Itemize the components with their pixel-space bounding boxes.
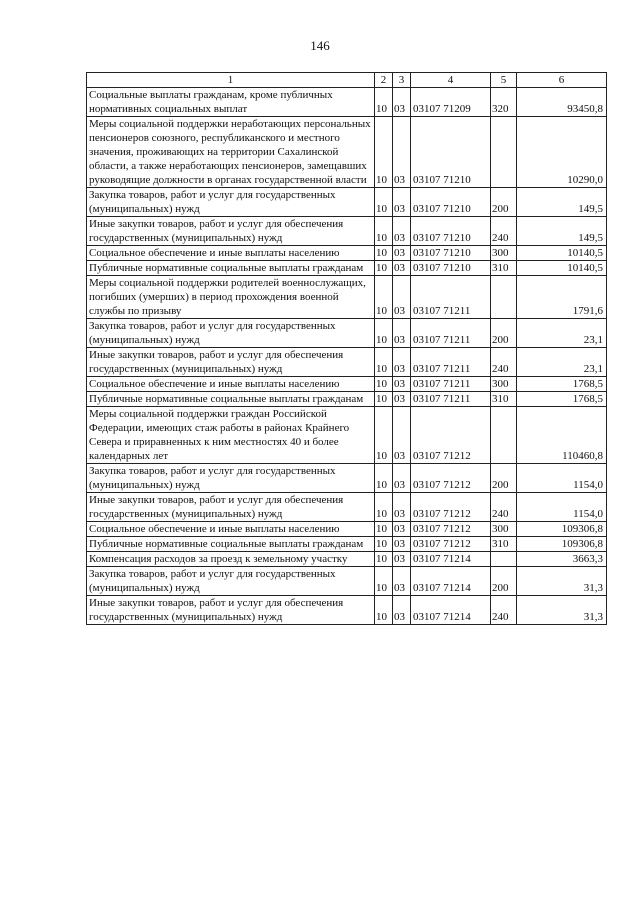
target-article-cell: 03107 71212: [411, 537, 491, 552]
item-name-cell: Иные закупки товаров, работ и услуг для обеспечения государственных (муниципальных) нужд: [87, 493, 375, 522]
subsection-code-cell: 03: [393, 493, 411, 522]
page-number: 146: [310, 38, 330, 53]
expense-type-cell: [491, 276, 517, 319]
subsection-code-cell: 03: [393, 188, 411, 217]
section-code-cell: 10: [375, 348, 393, 377]
amount-cell: 1154,0: [517, 464, 607, 493]
table-row: [87, 377, 607, 392]
header-cell: 1: [87, 73, 375, 88]
item-name-cell: Социальное обеспечение и иные выплаты населению: [87, 246, 375, 261]
amount-cell: 31,3: [517, 596, 607, 625]
table-row: [87, 246, 607, 261]
amount-cell: 149,5: [517, 217, 607, 246]
item-name-cell: Закупка товаров, работ и услуг для государственных (муниципальных) нужд: [87, 567, 375, 596]
subsection-code-cell: 03: [393, 567, 411, 596]
target-article-cell: 03107 71211: [411, 276, 491, 319]
header-cell: 6: [517, 73, 607, 88]
header-cell: 3: [393, 73, 411, 88]
expense-type-cell: [491, 117, 517, 188]
subsection-code-cell: 03: [393, 246, 411, 261]
subsection-code-cell: 03: [393, 117, 411, 188]
amount-cell: 31,3: [517, 567, 607, 596]
item-name-cell: Закупка товаров, работ и услуг для государственных (муниципальных) нужд: [87, 319, 375, 348]
expense-type-cell: 240: [491, 348, 517, 377]
expense-type-cell: 320: [491, 88, 517, 117]
expense-type-cell: 200: [491, 567, 517, 596]
amount-cell: 1791,6: [517, 276, 607, 319]
item-name-cell: Меры социальной поддержки родителей военнослужащих, погибших (умерших) в период прохождения военной службы по призыву: [87, 276, 375, 319]
table-row: [87, 567, 607, 596]
expense-type-cell: 200: [491, 319, 517, 348]
section-code-cell: 10: [375, 246, 393, 261]
expense-type-cell: 240: [491, 217, 517, 246]
table-row: [87, 537, 607, 552]
amount-cell: 93450,8: [517, 88, 607, 117]
amount-cell: 109306,8: [517, 537, 607, 552]
section-code-cell: 10: [375, 117, 393, 188]
amount-cell: 10290,0: [517, 117, 607, 188]
table-header-row: [87, 73, 607, 88]
section-code-cell: 10: [375, 88, 393, 117]
table-row: [87, 88, 607, 117]
expense-type-cell: 200: [491, 464, 517, 493]
amount-cell: 110460,8: [517, 407, 607, 464]
table-row: [87, 464, 607, 493]
target-article-cell: 03107 71212: [411, 464, 491, 493]
expense-type-cell: 300: [491, 377, 517, 392]
amount-cell: 109306,8: [517, 522, 607, 537]
amount-cell: 23,1: [517, 319, 607, 348]
target-article-cell: 03107 71210: [411, 261, 491, 276]
target-article-cell: 03107 71214: [411, 596, 491, 625]
item-name-cell: Публичные нормативные социальные выплаты гражданам: [87, 392, 375, 407]
table-row: [87, 261, 607, 276]
expense-type-cell: 240: [491, 596, 517, 625]
budget-table: [86, 72, 607, 625]
subsection-code-cell: 03: [393, 464, 411, 493]
target-article-cell: 03107 71210: [411, 246, 491, 261]
amount-cell: 23,1: [517, 348, 607, 377]
section-code-cell: 10: [375, 552, 393, 567]
subsection-code-cell: 03: [393, 261, 411, 276]
target-article-cell: 03107 71214: [411, 567, 491, 596]
table-row: [87, 348, 607, 377]
header-cell: 4: [411, 73, 491, 88]
section-code-cell: 10: [375, 464, 393, 493]
subsection-code-cell: 03: [393, 537, 411, 552]
target-article-cell: 03107 71209: [411, 88, 491, 117]
target-article-cell: 03107 71211: [411, 377, 491, 392]
amount-cell: 10140,5: [517, 261, 607, 276]
target-article-cell: 03107 71211: [411, 319, 491, 348]
section-code-cell: 10: [375, 319, 393, 348]
target-article-cell: 03107 71212: [411, 493, 491, 522]
section-code-cell: 10: [375, 188, 393, 217]
target-article-cell: 03107 71214: [411, 552, 491, 567]
section-code-cell: 10: [375, 567, 393, 596]
subsection-code-cell: 03: [393, 407, 411, 464]
amount-cell: 149,5: [517, 188, 607, 217]
item-name-cell: Иные закупки товаров, работ и услуг для обеспечения государственных (муниципальных) нужд: [87, 596, 375, 625]
section-code-cell: 10: [375, 261, 393, 276]
target-article-cell: 03107 71210: [411, 117, 491, 188]
table-row: [87, 522, 607, 537]
table-row: [87, 217, 607, 246]
table-row: [87, 188, 607, 217]
budget-table-container: [86, 72, 606, 625]
target-article-cell: 03107 71210: [411, 217, 491, 246]
item-name-cell: Публичные нормативные социальные выплаты гражданам: [87, 537, 375, 552]
expense-type-cell: 300: [491, 246, 517, 261]
target-article-cell: 03107 71210: [411, 188, 491, 217]
expense-type-cell: [491, 552, 517, 567]
item-name-cell: Иные закупки товаров, работ и услуг для обеспечения государственных (муниципальных) нужд: [87, 217, 375, 246]
item-name-cell: Социальные выплаты гражданам, кроме публичных нормативных социальных выплат: [87, 88, 375, 117]
amount-cell: 1768,5: [517, 392, 607, 407]
table-row: [87, 596, 607, 625]
table-row: [87, 493, 607, 522]
section-code-cell: 10: [375, 377, 393, 392]
subsection-code-cell: 03: [393, 88, 411, 117]
expense-type-cell: 310: [491, 392, 517, 407]
section-code-cell: 10: [375, 392, 393, 407]
expense-type-cell: [491, 407, 517, 464]
section-code-cell: 10: [375, 596, 393, 625]
amount-cell: 10140,5: [517, 246, 607, 261]
expense-type-cell: 300: [491, 522, 517, 537]
item-name-cell: Меры социальной поддержки граждан Российской Федерации, имеющих стаж работы в районах Крайнего Севера и приравненных к ним местностях 40 и более календарных лет: [87, 407, 375, 464]
amount-cell: 1154,0: [517, 493, 607, 522]
expense-type-cell: 310: [491, 261, 517, 276]
item-name-cell: Иные закупки товаров, работ и услуг для обеспечения государственных (муниципальных) нужд: [87, 348, 375, 377]
table-row: [87, 552, 607, 567]
section-code-cell: 10: [375, 217, 393, 246]
subsection-code-cell: 03: [393, 392, 411, 407]
table-row: [87, 392, 607, 407]
section-code-cell: 10: [375, 493, 393, 522]
item-name-cell: Социальное обеспечение и иные выплаты населению: [87, 377, 375, 392]
table-row: [87, 407, 607, 464]
subsection-code-cell: 03: [393, 348, 411, 377]
expense-type-cell: 310: [491, 537, 517, 552]
header-cell: 2: [375, 73, 393, 88]
subsection-code-cell: 03: [393, 552, 411, 567]
item-name-cell: Закупка товаров, работ и услуг для государственных (муниципальных) нужд: [87, 464, 375, 493]
amount-cell: 3663,3: [517, 552, 607, 567]
target-article-cell: 03107 71212: [411, 407, 491, 464]
item-name-cell: Закупка товаров, работ и услуг для государственных (муниципальных) нужд: [87, 188, 375, 217]
amount-cell: 1768,5: [517, 377, 607, 392]
item-name-cell: Социальное обеспечение и иные выплаты населению: [87, 522, 375, 537]
table-row: [87, 319, 607, 348]
subsection-code-cell: 03: [393, 596, 411, 625]
header-cell: 5: [491, 73, 517, 88]
target-article-cell: 03107 71212: [411, 522, 491, 537]
target-article-cell: 03107 71211: [411, 348, 491, 377]
section-code-cell: 10: [375, 522, 393, 537]
item-name-cell: Меры социальной поддержки неработающих персональных пенсионеров союзного, республиканского и местного значения, проживающих на территории Сахалинской области, а также неработающих пенсионеров, замещавших руководящие должности в органах государственной власти: [87, 117, 375, 188]
section-code-cell: 10: [375, 407, 393, 464]
subsection-code-cell: 03: [393, 522, 411, 537]
table-row: [87, 276, 607, 319]
item-name-cell: Компенсация расходов за проезд к земельному участку: [87, 552, 375, 567]
subsection-code-cell: 03: [393, 319, 411, 348]
item-name-cell: Публичные нормативные социальные выплаты гражданам: [87, 261, 375, 276]
table-row: [87, 117, 607, 188]
expense-type-cell: 240: [491, 493, 517, 522]
subsection-code-cell: 03: [393, 217, 411, 246]
expense-type-cell: 200: [491, 188, 517, 217]
subsection-code-cell: 03: [393, 276, 411, 319]
subsection-code-cell: 03: [393, 377, 411, 392]
target-article-cell: 03107 71211: [411, 392, 491, 407]
section-code-cell: 10: [375, 276, 393, 319]
section-code-cell: 10: [375, 537, 393, 552]
